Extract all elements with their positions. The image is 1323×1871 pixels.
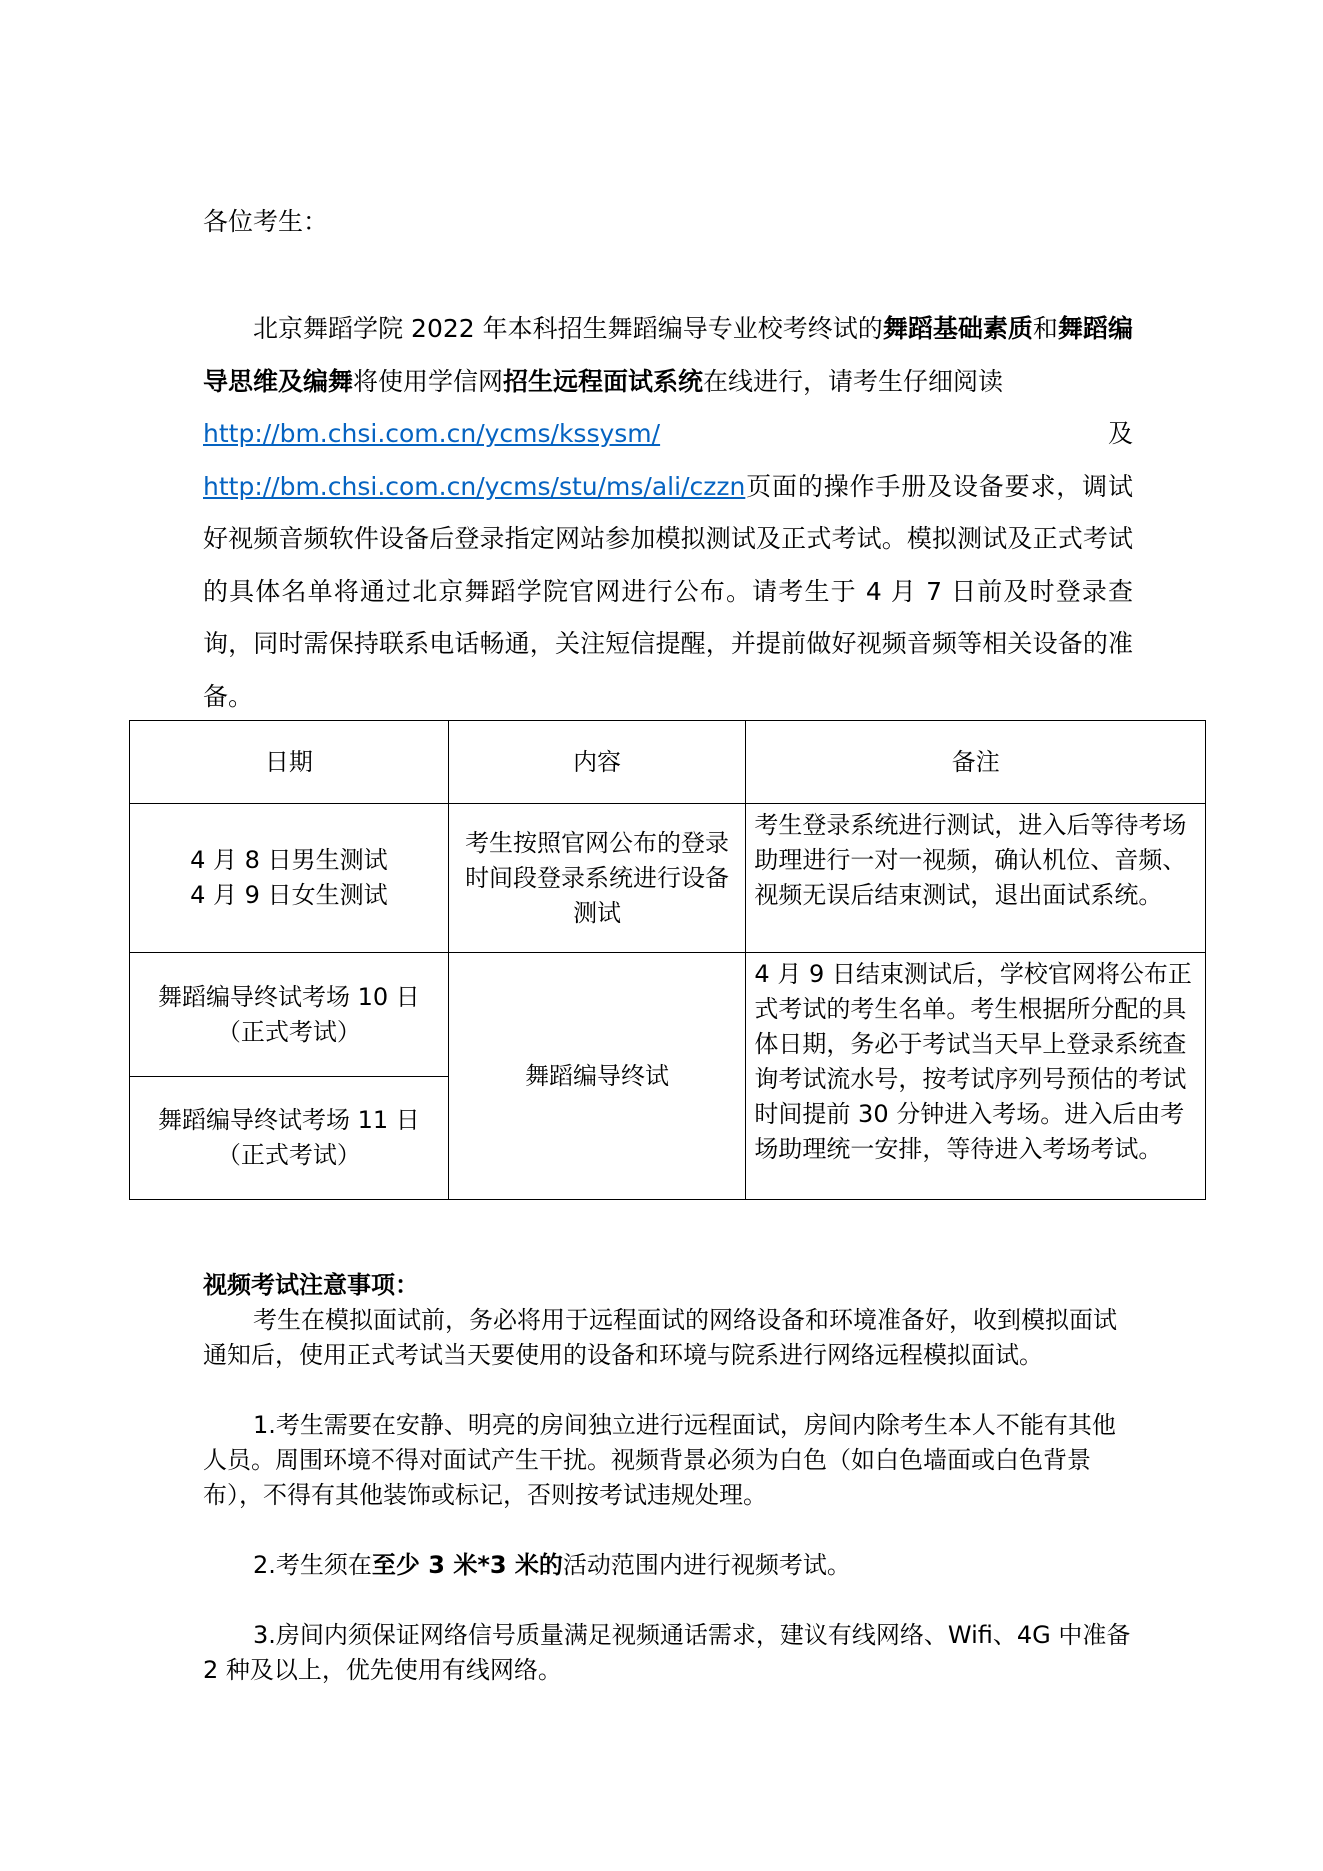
salutation: 各位考生： (203, 207, 329, 236)
intro-text-1: 北京舞蹈学院 2022 年本科招生舞蹈编导专业校考终试的 (253, 314, 883, 343)
intro-text-3: 将使用学信网 (353, 366, 504, 396)
remark-cell: 4 月 9 日结束测试后，学校官网将公布正式考试的考生名单。考生根据所分配的具体日期，务必于考试当天早上登录系统查询考试流水号，按考试序列号预估的考试时间提前 30 分钟进入考场。进入后由考场助理统一安排，等待进入考场考试。 (746, 953, 1206, 1200)
date-line: 舞蹈编导终试考场 10 日 (157, 982, 420, 1011)
table-header-row (130, 721, 1206, 804)
content-cell: 舞蹈编导终试 (448, 953, 746, 1200)
schedule-table (129, 720, 1206, 1200)
manual-link-1[interactable]: http://bm.chsi.com.cn/ycms/kssysm/ (203, 419, 661, 448)
content-cell: 考生按照官网公布的登录时间段登录系统进行设备测试 (448, 804, 746, 953)
table-row (130, 804, 1206, 953)
date-cell (130, 804, 449, 953)
header-remark: 备注 (746, 721, 1206, 804)
date-line: （正式考试） (216, 1017, 361, 1046)
table-row (130, 953, 1206, 1077)
date-cell (130, 1077, 449, 1200)
header-content: 内容 (448, 721, 746, 804)
intro-paragraph (203, 303, 1133, 723)
notes-title: 视频考试注意事项： (203, 1271, 419, 1299)
notes-item-3: 3.房间内须保证网络信号质量满足视频通话需求，建议有线网络、Wifi、4G 中准备 2 种及以上，优先使用有线网络。 (203, 1621, 1131, 1684)
header-date: 日期 (130, 721, 449, 804)
intro-text-6: 页面的操作手册及设备要求，调试好视频音频软件设备后登录指定网站参加模拟测试及正式考试。模拟测试及正式考试的具体名单将通过北京舞蹈学院官网进行公布。请考生于 4 月 7 日前及时登录查询，同时需保持联系电话畅通，关注短信提醒，并提前做好视频音频等相关设备的准备。 (203, 471, 1133, 711)
notes-item-2-text: 活动范围内进行视频考试。 (562, 1551, 851, 1579)
notes-item-2 (203, 1548, 1133, 1583)
intro-bold-choreography: 舞蹈编导思维及编舞 (203, 314, 1133, 396)
notes-item-2-text: 2.考生须在 (253, 1551, 372, 1579)
manual-link-2[interactable]: http://bm.chsi.com.cn/ycms/stu/ms/ali/czzn (203, 471, 746, 501)
intro-text-4: 在线进行，请考生仔细阅读 (703, 366, 1004, 396)
remark-cell: 考生登录系统进行测试，进入后等待考场助理进行一对一视频，确认机位、音频、视频无误后结束测试，退出面试系统。 (746, 804, 1206, 953)
intro-text-2: 和 (1032, 314, 1058, 343)
date-cell (130, 953, 449, 1077)
notes-item-1: 1.考生需要在安静、明亮的房间独立进行远程面试，房间内除考生本人不能有其他人员。周围环境不得对面试产生干扰。视频背景必须为白色（如白色墙面或白色背景布），不得有其他装饰或标记，否则按考试违规处理。 (203, 1411, 1116, 1509)
date-line: （正式考试） (216, 1141, 361, 1169)
intro-text-5: 及 (660, 419, 1133, 448)
intro-bold-remote-system: 招生远程面试系统 (503, 366, 704, 396)
notes-section (203, 1268, 1133, 1688)
notes-item-2-bold: 至少 3 米*3 米的 (371, 1551, 563, 1579)
intro-bold-dance-basics: 舞蹈基础素质 (882, 314, 1033, 343)
notes-paragraph: 考生在模拟面试前，务必将用于远程面试的网络设备和环境准备好，收到模拟面试通知后，使用正式考试当天要使用的设备和环境与院系进行网络远程模拟面试。 (203, 1306, 1117, 1369)
date-line: 舞蹈编导终试考场 11 日 (157, 1106, 420, 1134)
date-line: 4 月 9 日女生测试 (190, 881, 388, 909)
date-line: 4 月 8 日男生测试 (190, 846, 388, 874)
